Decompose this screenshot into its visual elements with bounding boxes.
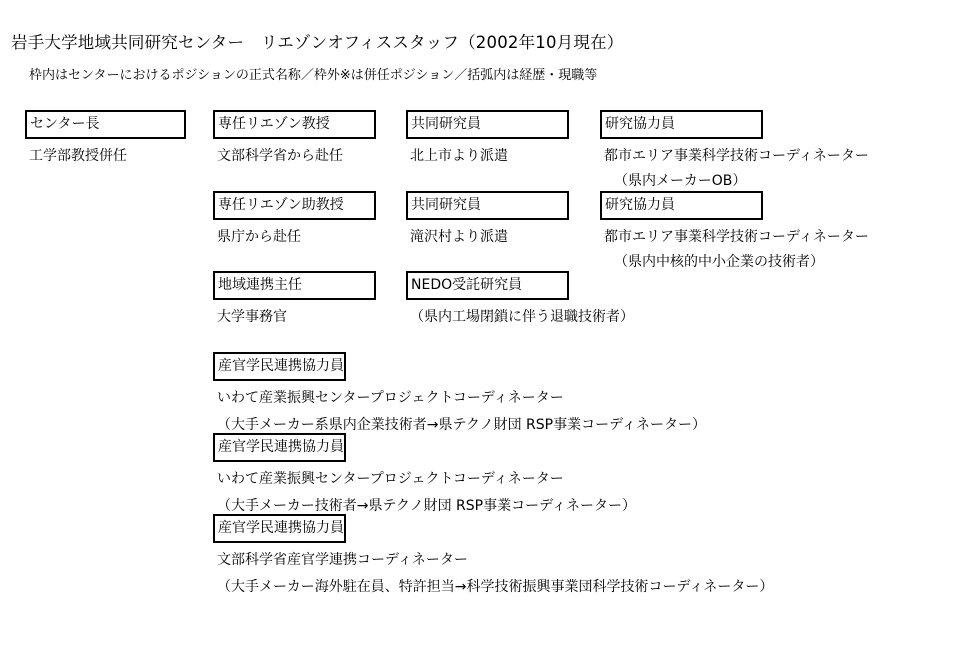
director-desc: 工学部教授併任 xyxy=(29,148,127,164)
collab1-line1: 都市エリア事業科学技術コーディネーター xyxy=(604,148,869,164)
coop2-position-box: 産官学民連携協力員 xyxy=(213,433,346,462)
coop1-line1: いわて産業振興センタープロジェクトコーディネーター xyxy=(217,390,564,406)
assoc-professor-position-box: 専任リエゾン助教授 xyxy=(213,191,376,220)
coop2-line1: いわて産業振興センタープロジェクトコーディネーター xyxy=(217,471,564,487)
joint1-position-box: 共同研究員 xyxy=(406,110,569,139)
professor-position-box: 専任リエゾン教授 xyxy=(213,110,376,139)
assoc-professor-desc: 県庁から赴任 xyxy=(217,229,301,245)
regional-position-box: 地域連携主任 xyxy=(213,271,376,300)
director-position-box: センター長 xyxy=(25,110,186,139)
collab1-line2: （県内メーカーOB） xyxy=(614,173,747,189)
regional-desc: 大学事務官 xyxy=(217,309,287,325)
joint2-position-box: 共同研究員 xyxy=(406,191,569,220)
page-title: 岩手大学地域共同研究センター リエゾンオフィススタッフ（2002年10月現在） xyxy=(11,33,624,52)
coop3-line1: 文部科学省産官学連携コーディネーター xyxy=(217,552,468,568)
collab1-position-box: 研究協力員 xyxy=(600,110,763,139)
coop1-position-box: 産官学民連携協力員 xyxy=(213,352,346,381)
page-subtitle: 枠内はセンターにおけるポジションの正式名称／枠外※は併任ポジション／括弧内は経歴・現職等 xyxy=(29,68,598,83)
joint1-desc: 北上市より派遣 xyxy=(410,148,508,164)
nedo-position-box: NEDO受託研究員 xyxy=(406,271,569,300)
joint2-desc: 滝沢村より派遣 xyxy=(410,229,508,245)
collab2-line2: （県内中核的中小企業の技術者） xyxy=(614,254,824,270)
coop3-line2: （大手メーカー海外駐在員、特許担当→科学技術振興事業団科学技術コーディネーター） xyxy=(217,579,774,595)
nedo-desc: （県内工場閉鎖に伴う退職技術者） xyxy=(410,309,634,325)
collab2-position-box: 研究協力員 xyxy=(600,191,763,220)
coop3-position-box: 産官学民連携協力員 xyxy=(213,514,346,543)
professor-desc: 文部科学省から赴任 xyxy=(217,148,343,164)
collab2-line1: 都市エリア事業科学技術コーディネーター xyxy=(604,229,869,245)
coop2-line2: （大手メーカー技術者→県テクノ財団 RSP事業コーディネーター） xyxy=(217,498,636,514)
coop1-line2: （大手メーカー系県内企業技術者→県テクノ財団 RSP事業コーディネーター） xyxy=(217,417,706,433)
